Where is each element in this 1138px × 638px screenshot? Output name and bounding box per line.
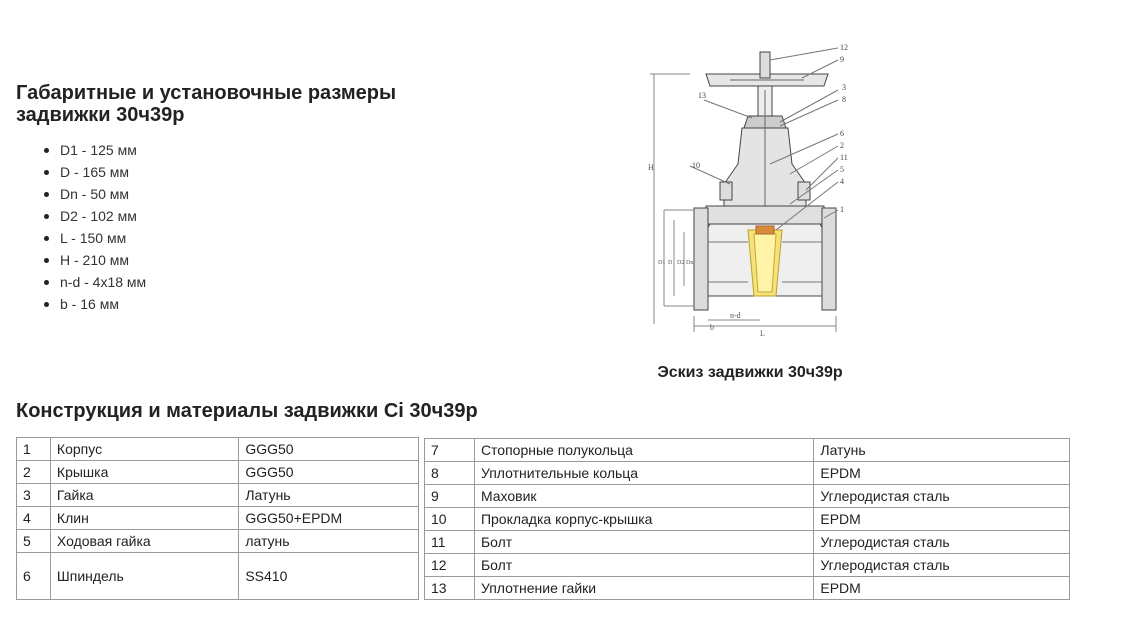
sketch-caption: Эскиз задвижки 30ч39р bbox=[657, 364, 843, 381]
callout-3: 3 bbox=[842, 83, 846, 92]
table-row bbox=[17, 507, 419, 530]
list-item: Dn - 50 мм bbox=[40, 183, 146, 205]
row-number: 10 bbox=[425, 508, 475, 531]
table-row bbox=[425, 485, 1070, 508]
part-name: Крышка bbox=[50, 461, 238, 484]
row-number: 13 bbox=[425, 577, 475, 600]
table-row bbox=[17, 461, 419, 484]
list-item: D2 - 102 мм bbox=[40, 205, 146, 227]
dim-label-h: H bbox=[648, 163, 654, 172]
dim-label-dn: Dn bbox=[686, 260, 694, 266]
list-item: H - 210 мм bbox=[40, 249, 146, 271]
list-item: b - 16 мм bbox=[40, 293, 146, 315]
table-row bbox=[425, 462, 1070, 485]
list-item: L - 150 мм bbox=[40, 227, 146, 249]
list-item: n-d - 4х18 мм bbox=[40, 271, 146, 293]
callout-9: 9 bbox=[840, 55, 844, 64]
list-item: D1 - 125 мм bbox=[40, 139, 146, 161]
part-material: Латунь bbox=[239, 484, 419, 507]
row-number: 11 bbox=[425, 531, 475, 554]
row-number: 2 bbox=[17, 461, 51, 484]
table-row bbox=[425, 554, 1070, 577]
callout-10: 10 bbox=[692, 161, 700, 170]
part-material: GGG50+EPDM bbox=[239, 507, 419, 530]
dim-label-nd: n-d bbox=[730, 311, 741, 320]
part-name: Маховик bbox=[474, 485, 813, 508]
callout-6: 6 bbox=[840, 129, 844, 138]
part-material: Углеродистая сталь bbox=[814, 485, 1070, 508]
dim-label-d1: D1 bbox=[658, 260, 666, 266]
part-name: Болт bbox=[474, 554, 813, 577]
part-material: EPDM bbox=[814, 462, 1070, 485]
row-number: 8 bbox=[425, 462, 475, 485]
table-row bbox=[425, 508, 1070, 531]
part-name: Клин bbox=[50, 507, 238, 530]
part-material: SS410 bbox=[239, 553, 419, 600]
part-material: Латунь bbox=[814, 439, 1070, 462]
part-material: латунь bbox=[239, 530, 419, 553]
part-material: EPDM bbox=[814, 508, 1070, 531]
part-material: Углеродистая сталь bbox=[814, 531, 1070, 554]
table-row bbox=[17, 553, 419, 600]
callout-11: 11 bbox=[840, 153, 848, 162]
callout-13: 13 bbox=[698, 91, 706, 100]
part-name: Болт bbox=[474, 531, 813, 554]
row-number: 7 bbox=[425, 439, 475, 462]
materials-table-right bbox=[424, 438, 1070, 600]
part-name: Корпус bbox=[50, 438, 238, 461]
part-name: Шпиндель bbox=[50, 553, 238, 600]
part-name: Ходовая гайка bbox=[50, 530, 238, 553]
dim-label-d: D bbox=[668, 260, 673, 266]
part-name: Уплотнительные кольца bbox=[474, 462, 813, 485]
callout-12: 12 bbox=[840, 43, 848, 52]
callout-8: 8 bbox=[842, 95, 846, 104]
row-number: 3 bbox=[17, 484, 51, 507]
table-row bbox=[425, 439, 1070, 462]
materials-title: Конструкция и материалы задвижки Ci 30ч39р bbox=[16, 400, 478, 422]
dim-label-b: b bbox=[710, 323, 714, 332]
dim-label-l: L bbox=[760, 329, 765, 338]
table-row bbox=[17, 530, 419, 553]
dimensions-title: Габаритные и установочные размеры задвижки 30ч39р bbox=[16, 82, 397, 126]
valve-sketch-drawing bbox=[630, 34, 870, 346]
part-name: Уплотнение гайки bbox=[474, 577, 813, 600]
part-material: GGG50 bbox=[239, 461, 419, 484]
callout-4: 4 bbox=[840, 177, 844, 186]
materials-table-left bbox=[16, 437, 419, 600]
part-name: Прокладка корпус-крышка bbox=[474, 508, 813, 531]
callout-1: 1 bbox=[840, 205, 844, 214]
row-number: 6 bbox=[17, 553, 51, 600]
row-number: 4 bbox=[17, 507, 51, 530]
part-name: Стопорные полукольца bbox=[474, 439, 813, 462]
table-row bbox=[17, 484, 419, 507]
callout-5: 5 bbox=[840, 165, 844, 174]
dimensions-list bbox=[40, 139, 146, 315]
row-number: 9 bbox=[425, 485, 475, 508]
part-name: Гайка bbox=[50, 484, 238, 507]
part-material: GGG50 bbox=[239, 438, 419, 461]
table-row bbox=[425, 577, 1070, 600]
part-material: EPDM bbox=[814, 577, 1070, 600]
part-material: Углеродистая сталь bbox=[814, 554, 1070, 577]
list-item: D - 165 мм bbox=[40, 161, 146, 183]
table-row bbox=[425, 531, 1070, 554]
row-number: 1 bbox=[17, 438, 51, 461]
dim-label-d2: D2 bbox=[677, 260, 685, 266]
table-row bbox=[17, 438, 419, 461]
row-number: 12 bbox=[425, 554, 475, 577]
row-number: 5 bbox=[17, 530, 51, 553]
callout-2: 2 bbox=[840, 141, 844, 150]
